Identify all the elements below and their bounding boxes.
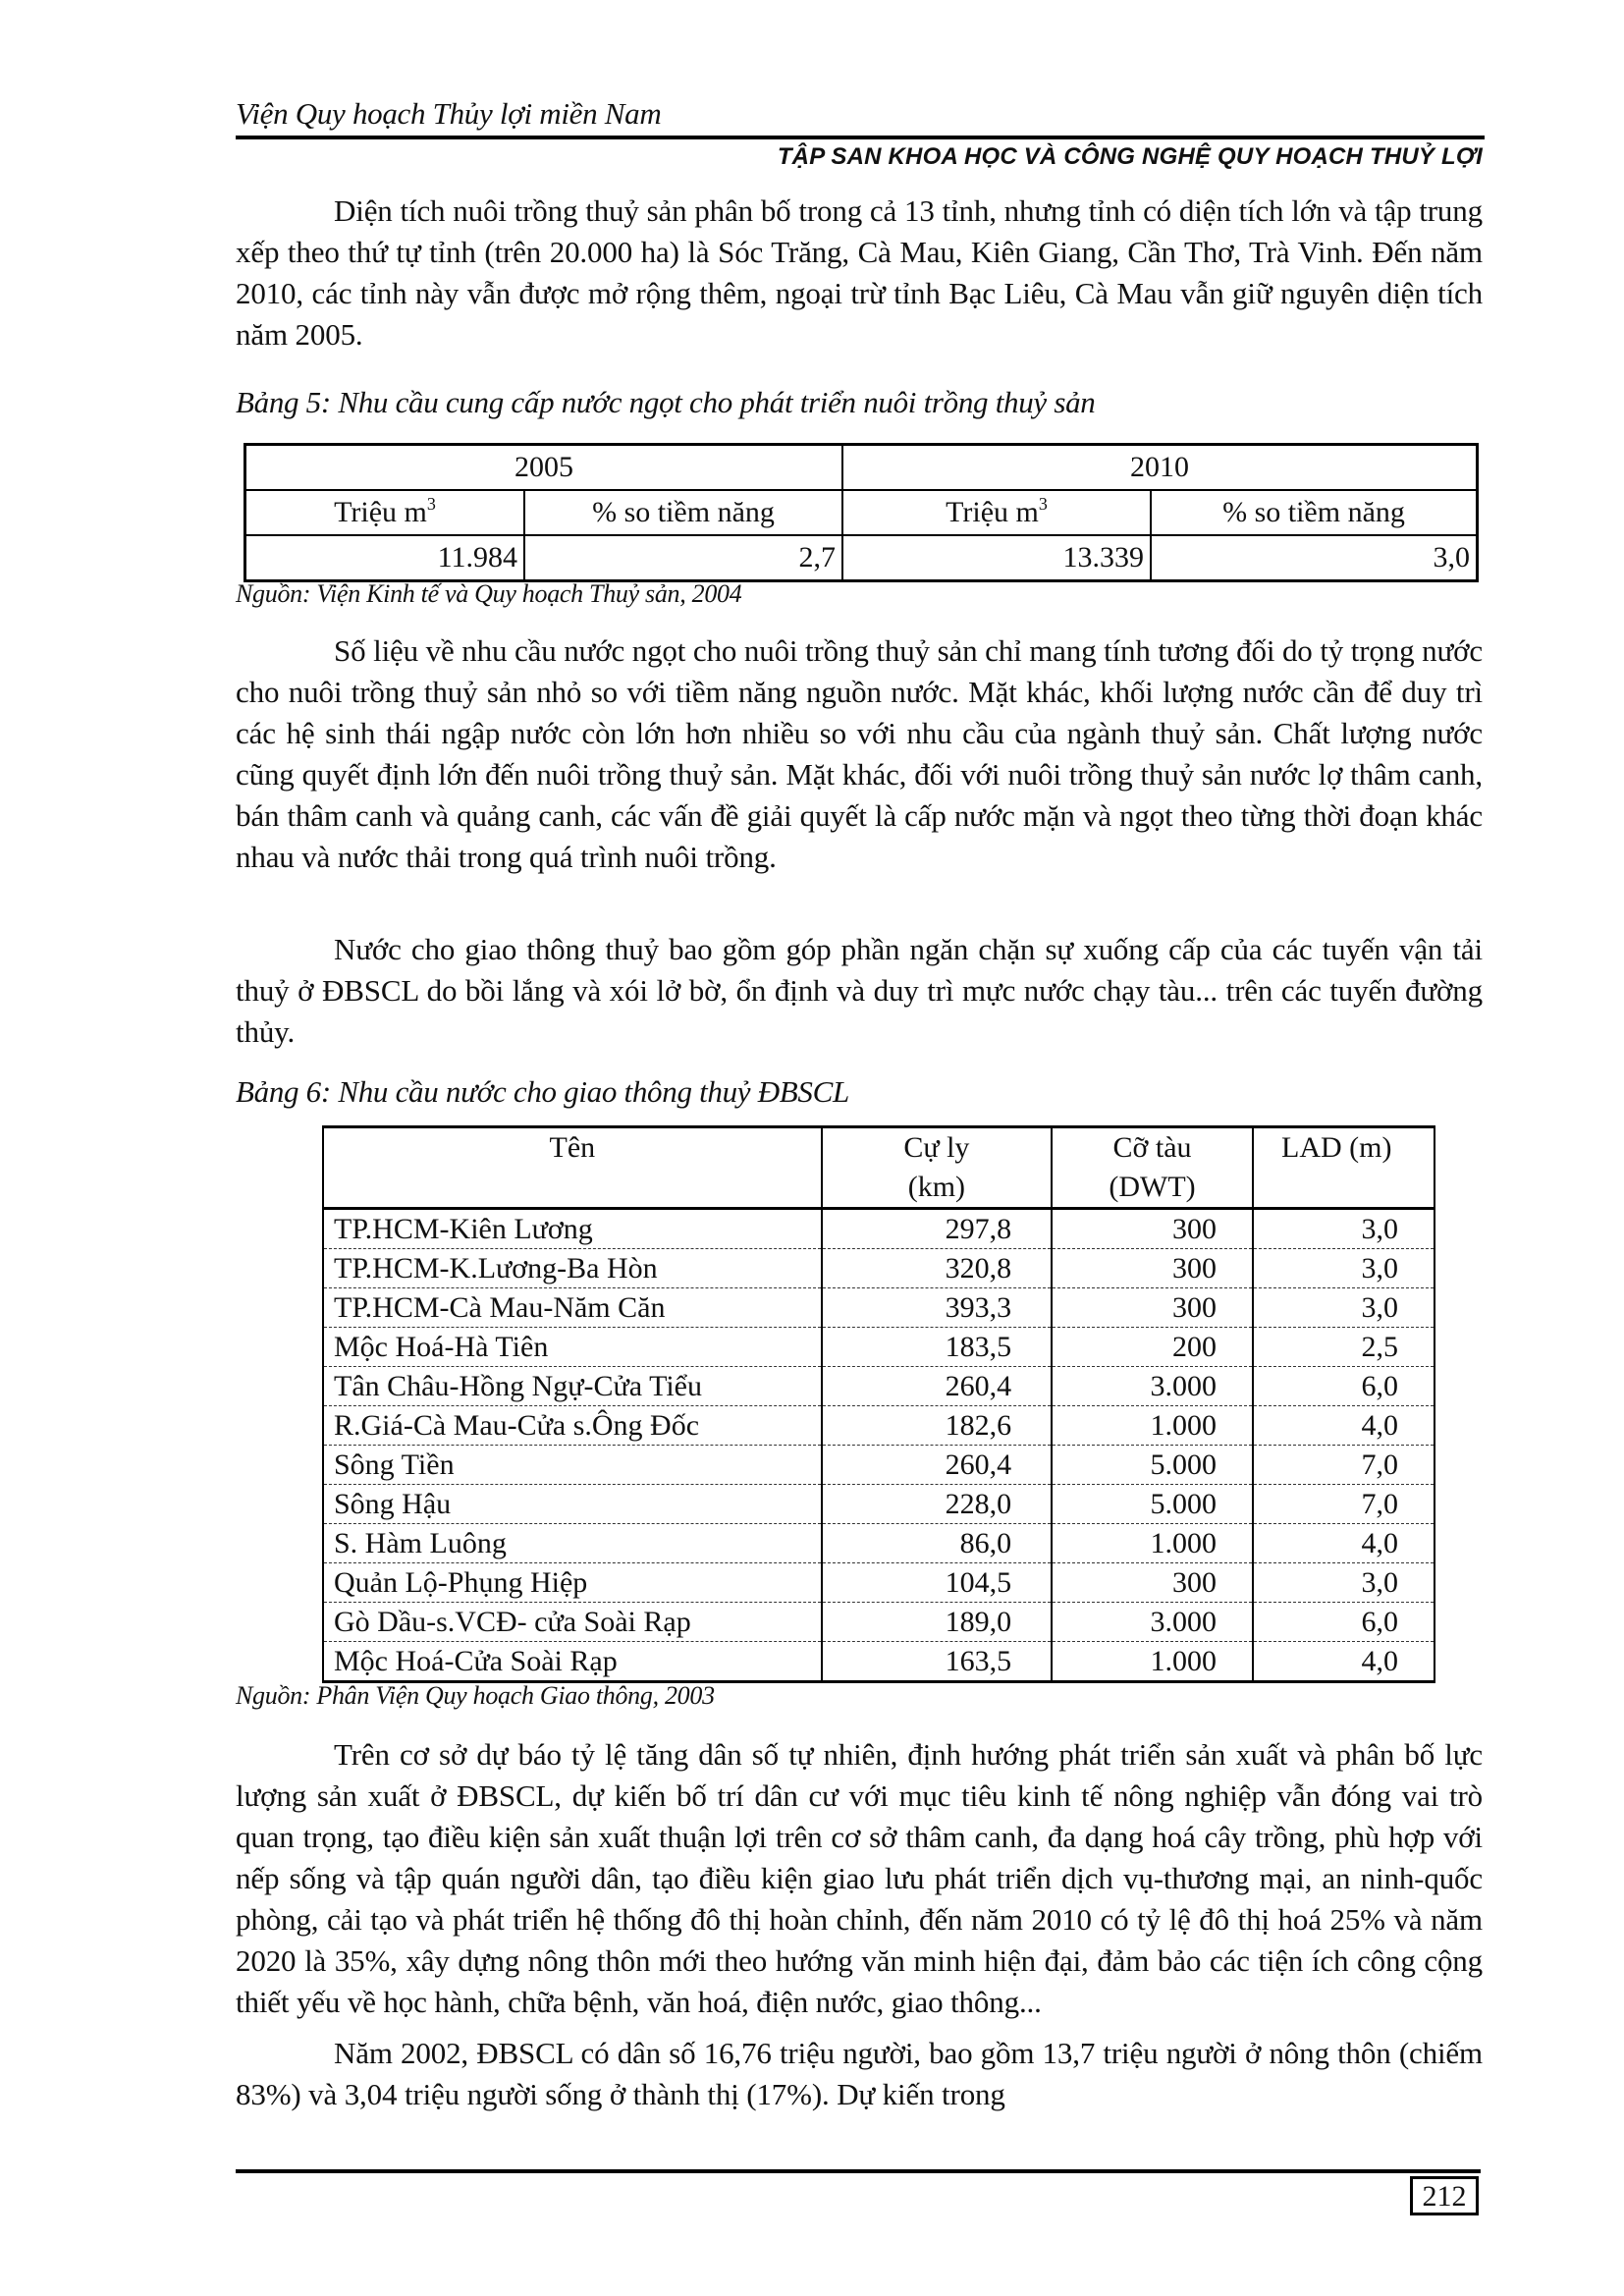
table6-cell-lad: 3,0	[1253, 1563, 1435, 1603]
table6-cell-ship-size: 300	[1052, 1563, 1253, 1603]
table6-cell-lad: 4,0	[1253, 1406, 1435, 1446]
table6-cell-distance: 189,0	[822, 1603, 1052, 1642]
institution-header: Viện Quy hoạch Thủy lợi miền Nam	[236, 96, 662, 131]
table6-cell-lad: 3,0	[1253, 1249, 1435, 1288]
table6-cell-distance: 104,5	[822, 1563, 1052, 1603]
table6-cell-name: Sông Hậu	[323, 1485, 822, 1524]
table6-cell-lad: 2,5	[1253, 1328, 1435, 1367]
table6-source: Nguồn: Phân Viện Quy hoạch Giao thông, 2003	[236, 1681, 715, 1710]
table6-cell-name: Quản Lộ-Phụng Hiệp	[323, 1563, 822, 1603]
table6-cell-ship-size: 300	[1052, 1249, 1253, 1288]
table6-row	[323, 1367, 1435, 1406]
table5-subheader-percent-2010: % so tiềm năng	[1151, 490, 1478, 535]
table5-value-volume-2010: 13.339	[842, 535, 1151, 581]
table6-cell-ship-size: 200	[1052, 1328, 1253, 1367]
table6-cell-distance: 260,4	[822, 1367, 1052, 1406]
table6-cell-ship-size: 5.000	[1052, 1446, 1253, 1485]
table6-cell-distance: 86,0	[822, 1524, 1052, 1563]
table6-cell-lad: 7,0	[1253, 1485, 1435, 1524]
table6-header-distance: Cự ly (km)	[822, 1127, 1052, 1209]
table6-cell-name: Mộc Hoá-Hà Tiên	[323, 1328, 822, 1367]
table5-value-percent-2005: 2,7	[524, 535, 842, 581]
table6-header-name: Tên	[323, 1127, 822, 1209]
table6-row	[323, 1642, 1435, 1682]
table6-cell-lad: 6,0	[1253, 1603, 1435, 1642]
paragraph-aquaculture-area: Diện tích nuôi trồng thuỷ sản phân bố trong cả 13 tỉnh, nhưng tỉnh có diện tích lớn và tập trung xếp theo thứ tự tỉnh (trên 20.000 ha) là Sóc Trăng, Cà Mau, Kiên Giang, Cần Thơ, Trà Vinh. Đến năm 2010, các tỉnh này vẫn được mở rộng thêm, ngoại trừ tỉnh Bạc Liêu, Cà Mau vẫn giữ nguyên diện tích năm 2005.	[236, 193, 1483, 352]
table6-cell-name: Gò Dầu-s.VCĐ- cửa Soài Rạp	[323, 1603, 822, 1642]
table6-cell-ship-size: 3.000	[1052, 1603, 1253, 1642]
paragraph-population-planning: Trên cơ sở dự báo tỷ lệ tăng dân số tự nhiên, định hướng phát triển sản xuất và phân bố lực lượng sản xuất ở ĐBSCL, dự kiến bố trí dân cư với mục tiêu kinh tế nông nghiệp vẫn đóng vai trò quan trọng, tạo điều kiện sản xuất thuận lợi trên cơ sở thâm canh, đa dạng hoá cây trồng, phù hợp với nếp sống và tập quán người dân, tạo điều kiện giao lưu phát triển dịch vụ-thương mại, an ninh-quốc phòng, cải tạo và phát triển hệ thống đô thị hoàn chỉnh, đến năm 2010 có tỷ lệ đô thị hoá 25% và năm 2020 là 35%, xây dựng nông thôn mới theo hướng văn minh hiện đại, đảm bảo các tiện ích công cộng thiết yếu về học hành, chữa bệnh, văn hoá, điện nước, giao thông...	[236, 1737, 1483, 2019]
table6-row	[323, 1249, 1435, 1288]
table6-cell-lad: 6,0	[1253, 1367, 1435, 1406]
table6-cell-ship-size: 300	[1052, 1288, 1253, 1328]
table5-value-percent-2010: 3,0	[1151, 535, 1478, 581]
page-number: 212	[1410, 2176, 1479, 2215]
journal-title: TẬP SAN KHOA HỌC VÀ CÔNG NGHỆ QUY HOẠCH THUỶ LỢI	[777, 143, 1483, 170]
table5-value-row	[245, 535, 1478, 581]
table5-year-2010: 2010	[842, 445, 1478, 491]
table6-cell-lad: 3,0	[1253, 1209, 1435, 1249]
table6-cell-distance: 163,5	[822, 1642, 1052, 1682]
table6-header-lad: LAD (m)	[1253, 1127, 1435, 1209]
table6-row	[323, 1446, 1435, 1485]
table6-cell-lad: 7,0	[1253, 1446, 1435, 1485]
table6-cell-distance: 260,4	[822, 1446, 1052, 1485]
table6-cell-name: S. Hàm Luông	[323, 1524, 822, 1563]
paragraph-waterway-transport: Nước cho giao thông thuỷ bao gồm góp phần ngăn chặn sự xuống cấp của các tuyến vận tải thuỷ ở ĐBSCL do bồi lắng và xói lở bờ, ổn định và duy trì mực nước chạy tàu... trên các tuyến đường thủy.	[236, 932, 1483, 1049]
table5-subheader-percent-2005: % so tiềm năng	[524, 490, 842, 535]
table6-cell-lad: 4,0	[1253, 1642, 1435, 1682]
table6-cell-name: Mộc Hoá-Cửa Soài Rạp	[323, 1642, 822, 1682]
table6-row	[323, 1406, 1435, 1446]
table6-cell-distance: 228,0	[822, 1485, 1052, 1524]
table6-cell-name: TP.HCM-Kiên Lương	[323, 1209, 822, 1249]
table6-cell-lad: 4,0	[1253, 1524, 1435, 1563]
table6-cell-distance: 320,8	[822, 1249, 1052, 1288]
table6-cell-name: TP.HCM-K.Lương-Ba Hòn	[323, 1249, 822, 1288]
table6-row	[323, 1524, 1435, 1563]
table6-row	[323, 1209, 1435, 1249]
table6-cell-ship-size: 3.000	[1052, 1367, 1253, 1406]
table6-cell-ship-size: 300	[1052, 1209, 1253, 1249]
table5-freshwater-demand	[244, 443, 1479, 582]
header-rule	[236, 136, 1485, 139]
table6-cell-name: R.Giá-Cà Mau-Cửa s.Ông Đốc	[323, 1406, 822, 1446]
table6-header-ship-size: Cỡ tàu (DWT)	[1052, 1127, 1253, 1209]
table6-waterway-demand	[322, 1125, 1435, 1683]
table5-subheader-row	[245, 490, 1478, 535]
table5-subheader-volume-2010: Triệu $m^3$	[842, 490, 1151, 535]
table6-row	[323, 1603, 1435, 1642]
table6-cell-name: Sông Tiền	[323, 1446, 822, 1485]
table6-cell-ship-size: 1.000	[1052, 1406, 1253, 1446]
table5-subheader-volume-2005: Triệu $m^3$	[245, 490, 525, 535]
footer-rule	[236, 2169, 1481, 2173]
table6-cell-distance: 182,6	[822, 1406, 1052, 1446]
table6-cell-ship-size: 1.000	[1052, 1524, 1253, 1563]
table6-cell-ship-size: 1.000	[1052, 1642, 1253, 1682]
table6-header-row	[323, 1127, 1435, 1209]
table6-row	[323, 1563, 1435, 1603]
paragraph-population-2002: Năm 2002, ĐBSCL có dân số 16,76 triệu người, bao gồm 13,7 triệu người ở nông thôn (chiếm 83%) và 3,04 triệu người sống ở thành thị (17%). Dự kiến trong	[236, 2036, 1483, 2111]
table6-row	[323, 1288, 1435, 1328]
table6-row	[323, 1328, 1435, 1367]
table6-cell-lad: 3,0	[1253, 1288, 1435, 1328]
table5-caption: Bảng 5: Nhu cầu cung cấp nước ngọt cho phát triển nuôi trồng thuỷ sản	[236, 385, 1096, 419]
table6-row	[323, 1485, 1435, 1524]
table6-cell-distance: 183,5	[822, 1328, 1052, 1367]
table6-cell-distance: 393,3	[822, 1288, 1052, 1328]
table5-year-2005: 2005	[245, 445, 843, 491]
table6-cell-distance: 297,8	[822, 1209, 1052, 1249]
table5-year-row	[245, 445, 1478, 491]
table6-cell-name: TP.HCM-Cà Mau-Năm Căn	[323, 1288, 822, 1328]
table6-cell-ship-size: 5.000	[1052, 1485, 1253, 1524]
table6-cell-name: Tân Châu-Hồng Ngự-Cửa Tiểu	[323, 1367, 822, 1406]
paragraph-freshwater-demand: Số liệu về nhu cầu nước ngọt cho nuôi trồng thuỷ sản chỉ mang tính tương đối do tỷ trọng nước cho nuôi trồng thuỷ sản nhỏ so với tiềm năng nguồn nước. Mặt khác, khối lượng nước cần để duy trì các hệ sinh thái ngập nước còn lớn hơn nhiều so với nhu cầu của ngành thuỷ sản. Chất lượng nước cũng quyết định lớn đến nuôi trồng thuỷ sản. Mặt khác, đối với nuôi trồng thuỷ sản nước lợ thâm canh, bán thâm canh và quảng canh, các vấn đề giải quyết là cấp nước mặn và ngọt theo từng thời đoạn khác nhau và nước thải trong quá trình nuôi trồng.	[236, 633, 1483, 874]
table5-source: Nguồn: Viện Kinh tế và Quy hoạch Thuỷ sản, 2004	[236, 579, 742, 608]
table5-value-volume-2005: 11.984	[245, 535, 525, 581]
table6-caption: Bảng 6: Nhu cầu nước cho giao thông thuỷ ĐBSCL	[236, 1074, 849, 1109]
